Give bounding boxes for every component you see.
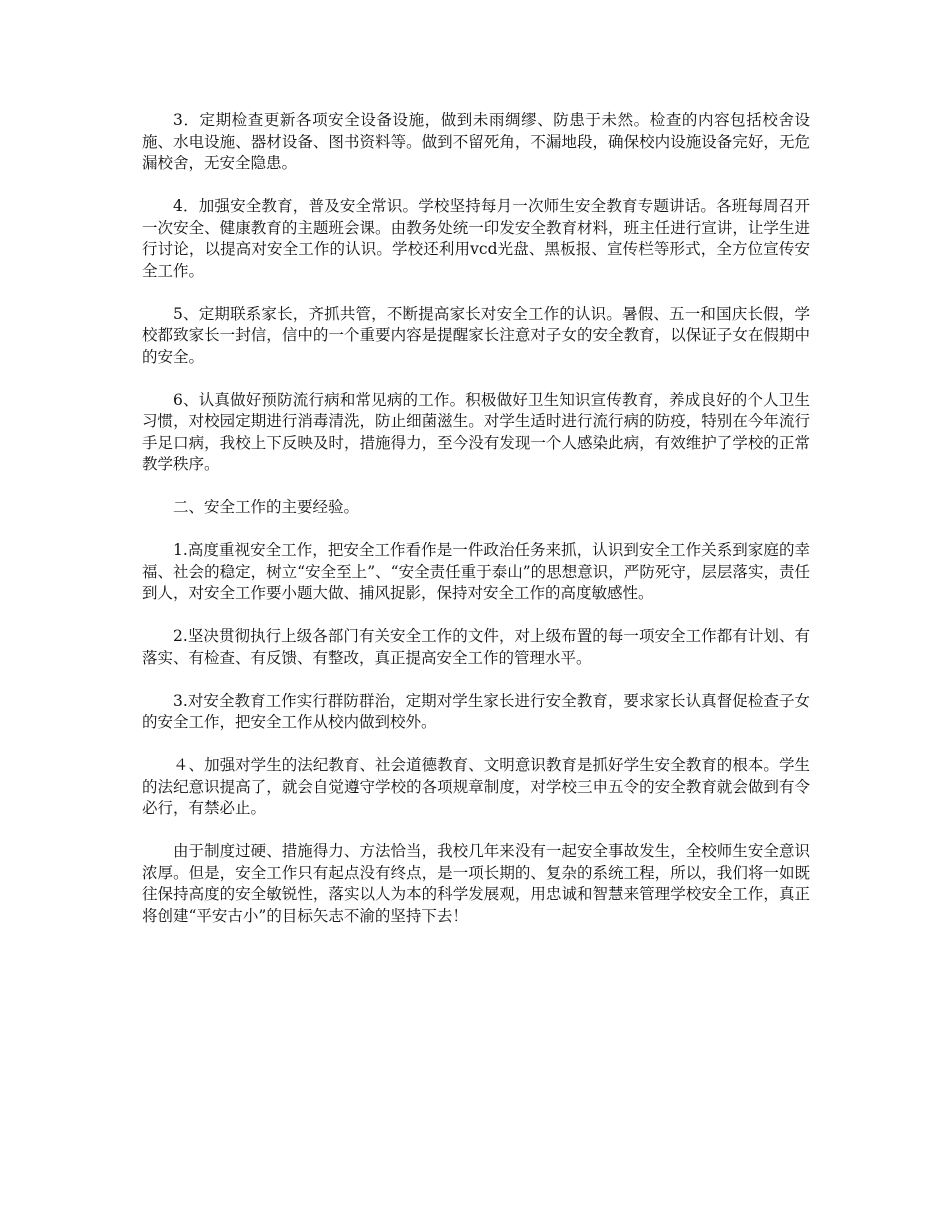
paragraph-parent-contact: 5、定期联系家长，齐抓共管，不断提高家长对安全工作的认识。暑假、五一和国庆长假，学校都致家长一封信，信中的一个重要内容是提醒家长注意对子女的安全教育，以保证子女在假期中的安全。 <box>142 304 810 366</box>
paragraph-experience-4: ４、加强对学生的法纪教育、社会道德教育、文明意识教育是抓好学生安全教育的根本。学生的法纪意识提高了，就会自觉遵守学校的各项规章制度，对学校三申五令的安全教育就会做到有令必行，有禁必止。 <box>142 756 810 817</box>
paragraph-conclusion: 由于制度过硬、措施得力、方法恰当，我校几年来没有一起安全事故发生，全校师生安全意识浓厚。但是，安全工作只有起点没有终点，是一项长期的、复杂的系统工程，所以，我们将一如既往保持高度的安全敏锐性，落实以人为本的科学发展观，用忠诚和智慧来管理学校安全工作，真正将创建“平安古小”的目标矢志不渝的坚持下去！ <box>142 842 810 925</box>
paragraph-experience-1: 1.高度重视安全工作，把安全工作看作是一件政治任务来抓，认识到安全工作关系到家庭的幸福、社会的稳定，树立“安全至上”、“安全责任重于泰山”的思想意识，严防死守，层层落实，责任到人，对安全工作要小题大做、捕风捉影，保持对安全工作的高度敏感性。 <box>142 541 810 602</box>
section-heading-main-experience: 二、安全工作的主要经验。 <box>173 498 360 516</box>
paragraph-safety-education: 4．加强安全教育，普及安全常识。学校坚持每月一次师生安全教育专题讲话。各班每周召开一次安全、健康教育的主题班会课。由教务处统一印发安全教育材料，班主任进行宣讲，让学生进行讨论，以提高对安全工作的认识。学校还利用vcd光盘、黑板报、宣传栏等形式，全方位宣传安全工作。 <box>142 197 810 280</box>
document-body <box>142 110 810 949</box>
paragraph-experience-2: 2.坚决贯彻执行上级各部门有关安全工作的文件，对上级布置的每一项安全工作都有计划、有落实、有检查、有反馈、有整改，真正提高安全工作的管理水平。 <box>142 627 810 667</box>
paragraph-disease-prevention: 6、认真做好预防流行病和常见病的工作。积极做好卫生知识宣传教育，养成良好的个人卫生习惯，对校园定期进行消毒清洗，防止细菌滋生。对学生适时进行流行病的防疫，特别在今年流行手足口病，我校上下反映及时，措施得力，至今没有发现一个人感染此病，有效维护了学校的正常教学秩序。 <box>142 390 810 473</box>
paragraph-safety-inspection: 3．定期检查更新各项安全设备设施，做到未雨绸缪、防患于未然。检查的内容包括校舍设施、水电设施、器材设备、图书资料等。做到不留死角，不漏地段，确保校内设施设备完好，无危漏校舍，无安全隐患。 <box>142 111 810 172</box>
paragraph-experience-3: 3.对安全教育工作实行群防群治，定期对学生家长进行安全教育，要求家长认真督促检查子女的安全工作，把安全工作从校内做到校外。 <box>142 691 810 731</box>
